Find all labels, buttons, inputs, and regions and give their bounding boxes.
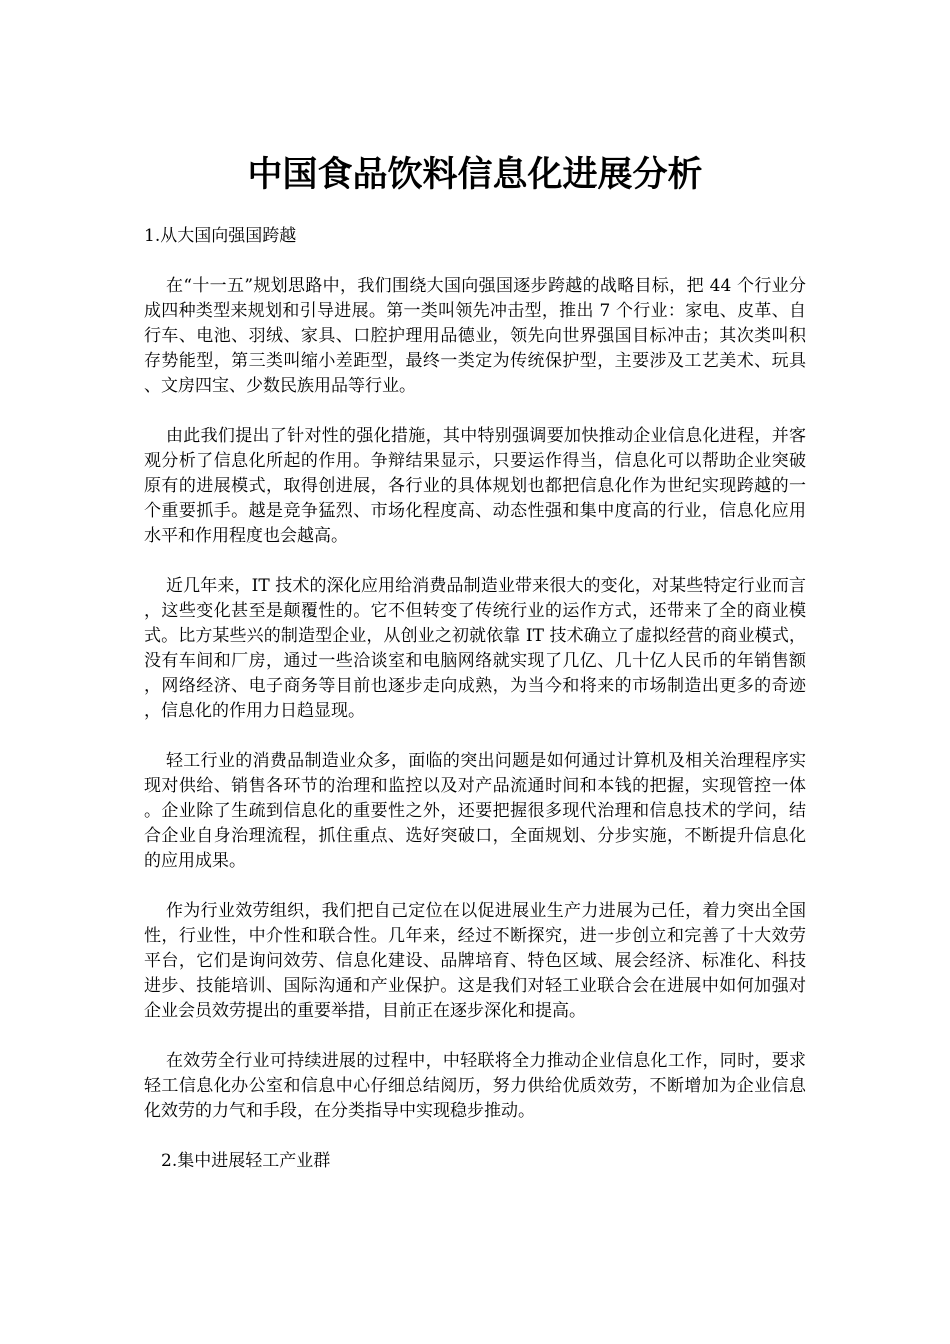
paragraph-gap — [144, 399, 806, 424]
document-title: 中国食品饮料信息化进展分析 — [247, 155, 703, 195]
paragraph-5: 作为行业效劳组织，我们把自己定位在以促进展业生产力进展为己任，着力突出全国性，行业性，中介性和联合性。几年来，经过不断探究，进一步创立和完善了十大效劳平台，它们是询问效劳、信息化建设、品牌培育、特色区域、展会经济、标准化、科技进步、技能培训、国际沟通和产业保护。这是我们对轻工业联合会在进展中如何加强对企业会员效劳提出的重要举措，目前正在逐步深化和提高。 — [144, 901, 806, 1021]
paragraph-gap — [144, 1024, 806, 1049]
section-heading-1: 1.从大国向强国跨越 — [144, 226, 297, 246]
paragraph-1: 在“十一五”规划思路中，我们围绕大国向强国逐步跨越的战略目标，把 44 个行业分成四种类型来规划和引导进展。第一类叫领先冲击型，推出 7 个行业：家电、皮革、自行车、电池、羽绒、家具、口腔护理用品德业，领先向世界强国目标冲击；其次类叫积存势能型，第三类叫缩小差距型，最终一类定为传统保护型，主要涉及工艺美术、玩具、文房四宝、少数民族用品等行业。 — [144, 276, 806, 396]
paragraph-gap — [144, 249, 806, 274]
paragraph-gap — [144, 874, 806, 899]
paragraph-2: 由此我们提出了针对性的强化措施，其中特别强调要加快推动企业信息化进程，并客观分析了信息化所起的作用。争辩结果显示，只要运作得当，信息化可以帮助企业突破原有的进展模式，取得创进展，各行业的具体规划也都把信息化作为世纪实现跨越的一个重要抓手。越是竞争猛烈、市场化程度高、动态性强和集中度高的行业，信息化应用水平和作用程度也会越高。 — [144, 426, 806, 546]
paragraph-4: 轻工行业的消费品制造业众多，面临的突出问题是如何通过计算机及相关治理程序实现对供给、销售各环节的治理和监控以及对产品流通时间和本钱的把握，实现管控一体。企业除了生疏到信息化的重要性之外，还要把握很多现代治理和信息技术的学问，结合企业自身治理流程，抓住重点、选好突破口，全面规划、分步实施，不断提升信息化的应用成果。 — [144, 751, 806, 871]
paragraph-gap — [144, 724, 806, 749]
section-heading-2: 2.集中进展轻工产业群 — [161, 1151, 331, 1171]
paragraph-3: 近几年来，IT 技术的深化应用给消费品制造业带来很大的变化，对某些特定行业而言，这些变化甚至是颠覆性的。它不但转变了传统行业的运作方式，还带来了全的商业模式。比方某些兴的制造型企业，从创业之初就依靠 IT 技术确立了虚拟经营的商业模式，没有车间和厂房，通过一些洽谈室和电脑网络就实现了几亿、几十亿人民币的年销售额，网络经济、电子商务等目前也逐步走向成熟，为当今和将来的市场制造出更多的奇迹，信息化的作用力日趋显现。 — [144, 576, 806, 721]
document-body — [144, 224, 806, 1174]
paragraph-6: 在效劳全行业可持续进展的过程中，中轻联将全力推动企业信息化工作，同时，要求轻工信息化办公室和信息中心仔细总结阅历，努力供给优质效劳，不断增加为企业信息化效劳的力气和手段，在分类指导中实现稳步推动。 — [144, 1051, 806, 1121]
paragraph-gap — [144, 1124, 806, 1149]
paragraph-gap — [144, 549, 806, 574]
